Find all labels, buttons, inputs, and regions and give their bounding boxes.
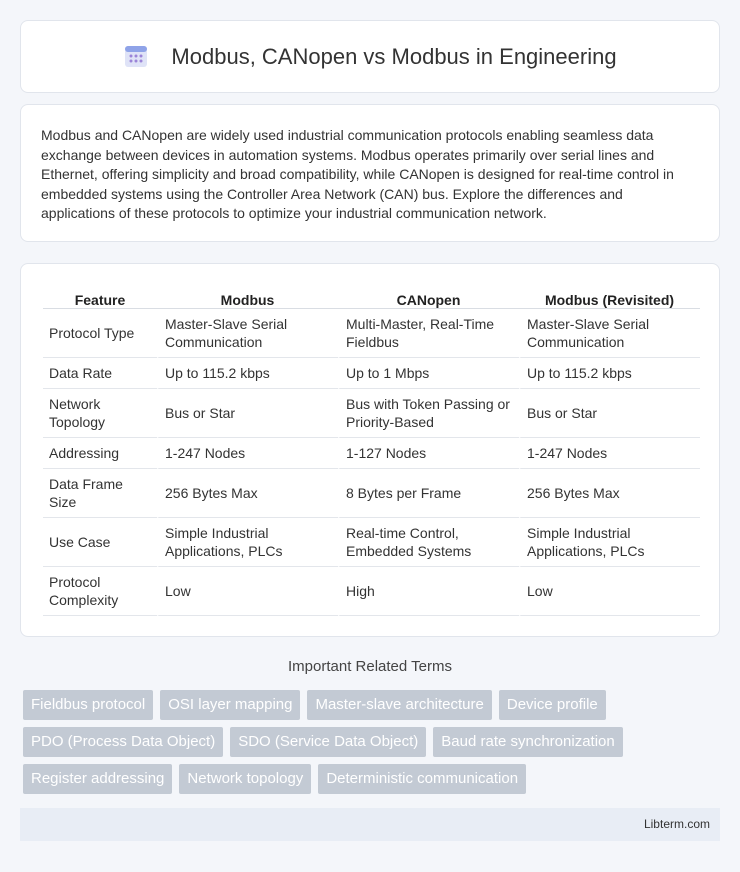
table-row <box>43 358 700 389</box>
table-cell: High <box>338 567 519 616</box>
table-cell: 1-247 Nodes <box>519 438 700 469</box>
related-terms-list <box>23 690 723 801</box>
description-text: Modbus and CANopen are widely used industrial communication protocols enabling seamless data exchange between devices in automation systems. Modbus operates primarily over serial lines and Ethernet, offering simplicity and broad compatibility, while CANopen is designed for real-time control in embedded systems using the Controller Area Network (CAN) bus. Explore the differences and applications of these protocols to optimize your industrial communication network. <box>41 127 674 221</box>
table-cell: Simple Industrial Applications, PLCs <box>519 518 700 567</box>
table-row <box>43 309 700 358</box>
related-term-tag[interactable]: Deterministic communication <box>318 764 526 794</box>
page-title: Modbus, CANopen vs Modbus in Engineering <box>171 43 617 69</box>
footer-site-link[interactable]: Libterm.com <box>643 817 710 831</box>
table-row <box>43 469 700 518</box>
table-cell: Low <box>157 567 338 616</box>
table-cell: Data Rate <box>43 358 157 389</box>
table-cell: Low <box>519 567 700 616</box>
table-cell: Network Topology <box>43 389 157 438</box>
table-cell: Simple Industrial Applications, PLCs <box>157 518 338 567</box>
table-cell: Master-Slave Serial Communication <box>519 309 700 358</box>
calendar-grid-icon <box>123 43 149 69</box>
column-header: Modbus <box>157 284 338 309</box>
column-header: Feature <box>43 284 157 309</box>
related-terms-title: Important Related Terms <box>288 658 452 675</box>
related-term-tag[interactable]: Baud rate synchronization <box>433 727 622 757</box>
column-header: Modbus (Revisited) <box>519 284 700 309</box>
table-cell: 256 Bytes Max <box>519 469 700 518</box>
related-term-tag[interactable]: OSI layer mapping <box>160 690 300 720</box>
related-term-tag[interactable]: Master-slave architecture <box>307 690 491 720</box>
table-cell: Addressing <box>43 438 157 469</box>
table-cell: Use Case <box>43 518 157 567</box>
table-cell: Up to 1 Mbps <box>338 358 519 389</box>
table-cell: Up to 115.2 kbps <box>157 358 338 389</box>
table-row <box>43 518 700 567</box>
table-row <box>43 389 700 438</box>
table-cell: Bus or Star <box>157 389 338 438</box>
table-cell: 256 Bytes Max <box>157 469 338 518</box>
table-cell: 1-127 Nodes <box>338 438 519 469</box>
table-cell: Real-time Control, Embedded Systems <box>338 518 519 567</box>
related-term-tag[interactable]: PDO (Process Data Object) <box>23 727 223 757</box>
related-term-tag[interactable]: Network topology <box>179 764 311 794</box>
table-cell: Data Frame Size <box>43 469 157 518</box>
table-cell: 8 Bytes per Frame <box>338 469 519 518</box>
related-term-tag[interactable]: Fieldbus protocol <box>23 690 153 720</box>
related-term-tag[interactable]: SDO (Service Data Object) <box>230 727 426 757</box>
table-header-row <box>43 284 700 309</box>
table-cell: 1-247 Nodes <box>157 438 338 469</box>
related-term-tag[interactable]: Register addressing <box>23 764 172 794</box>
comparison-card <box>20 263 720 637</box>
title-card <box>20 20 720 93</box>
table-cell: Master-Slave Serial Communication <box>157 309 338 358</box>
table-row <box>43 567 700 616</box>
table-cell: Bus or Star <box>519 389 700 438</box>
table-cell: Protocol Complexity <box>43 567 157 616</box>
column-header: CANopen <box>338 284 519 309</box>
table-cell: Protocol Type <box>43 309 157 358</box>
table-row <box>43 438 700 469</box>
table-cell: Bus with Token Passing or Priority-Based <box>338 389 519 438</box>
table-cell: Multi-Master, Real-Time Fieldbus <box>338 309 519 358</box>
footer <box>20 808 720 841</box>
comparison-table <box>43 284 700 616</box>
description-card <box>20 104 720 242</box>
table-cell: Up to 115.2 kbps <box>519 358 700 389</box>
related-term-tag[interactable]: Device profile <box>499 690 606 720</box>
